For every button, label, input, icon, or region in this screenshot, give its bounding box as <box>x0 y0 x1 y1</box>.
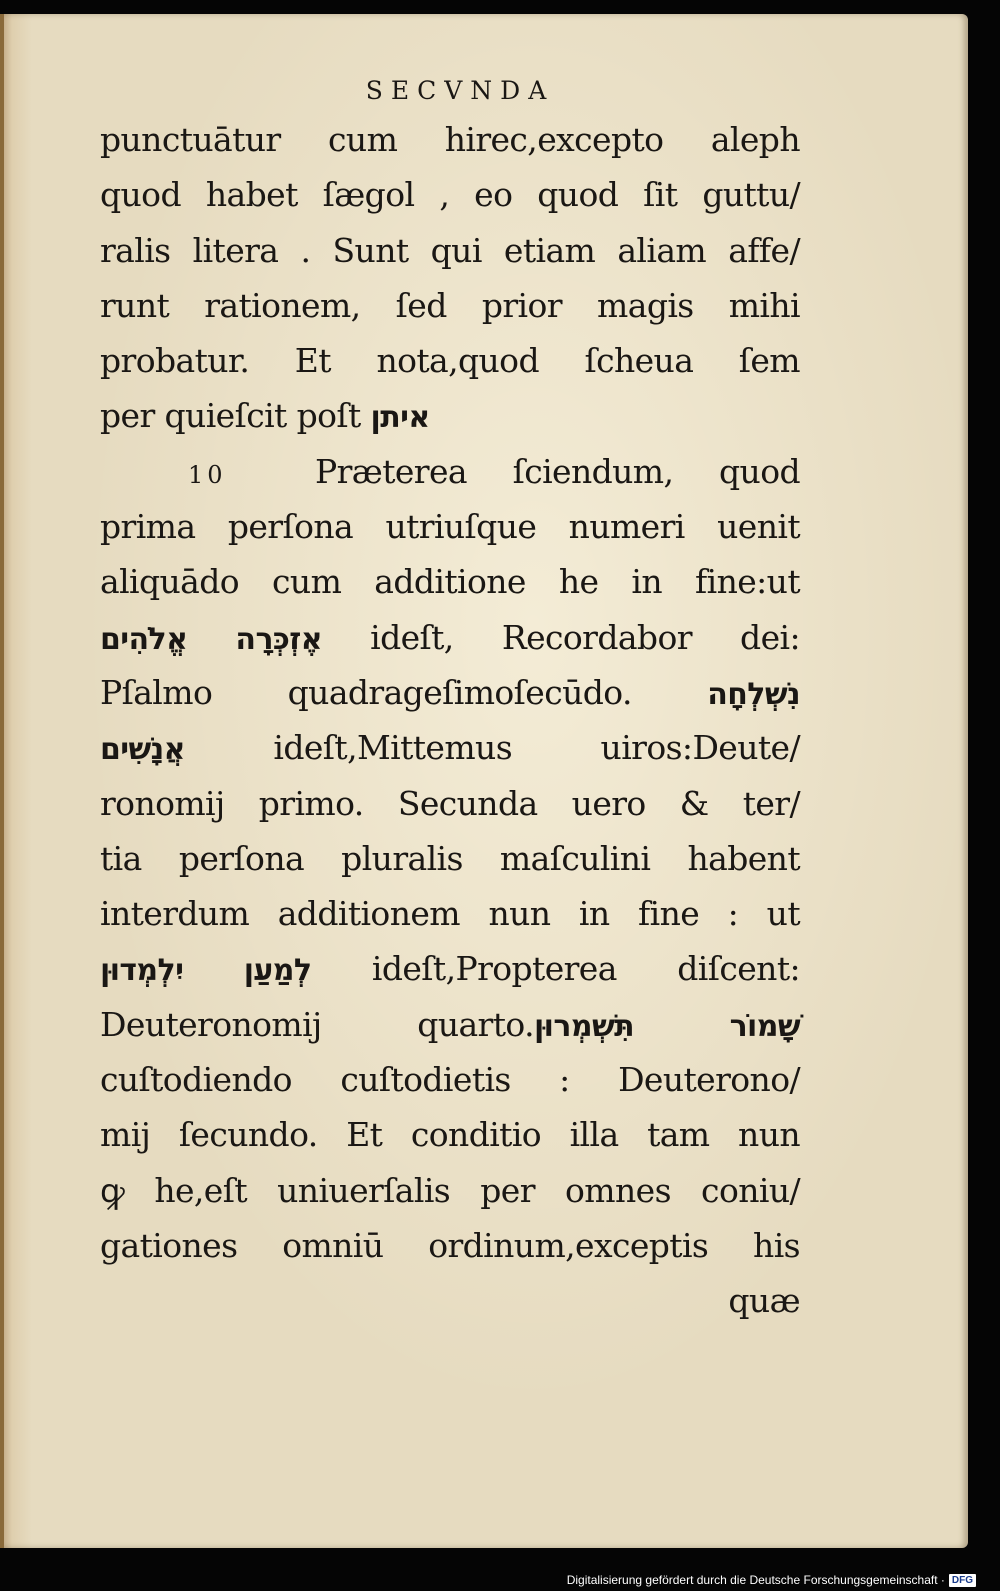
latin-text: cuſtodiendo cuſtodietis : Deuterono/ <box>100 1060 800 1100</box>
latin-text: ꝙ he,eſt uniuerſalis per omnes coniu/ <box>100 1170 800 1210</box>
text-line <box>100 997 800 1052</box>
text-line <box>100 1218 800 1273</box>
text-line <box>100 831 800 886</box>
latin-text: interdum additionem nun in fine : ut <box>100 894 800 934</box>
text-line <box>100 223 800 278</box>
text-line <box>100 941 800 996</box>
dfg-logo: DFG <box>949 1574 976 1587</box>
text-line <box>100 333 800 388</box>
latin-text: ronomij primo. Secunda uero & ter/ <box>100 783 800 823</box>
latin-text: prima perſona utriuſque numeri uenit <box>100 507 800 547</box>
latin-text: tia perſona pluralis maſculini habent <box>100 838 800 878</box>
hebrew-text: שָׁמוֹר תִּשְׁמְרוּן <box>533 1008 800 1044</box>
latin-text: ideſt,Propterea diſcent: <box>311 949 800 989</box>
text-line <box>100 278 800 333</box>
latin-text: runt rationem, ſed prior magis mihi <box>100 285 800 325</box>
text-line <box>100 1163 800 1218</box>
text-line <box>100 112 800 167</box>
latin-text: ideſt, Recordabor dei: <box>321 617 800 657</box>
latin-text: quæ <box>728 1281 800 1321</box>
latin-text: Præterea ſciendum, quod <box>315 451 800 491</box>
latin-text: mij ſecundo. Et conditio illa tam nun <box>100 1115 800 1155</box>
text-line <box>100 720 800 775</box>
text-line <box>100 886 800 941</box>
hebrew-text: נִשְׁלְחָה <box>707 676 800 712</box>
text-line <box>100 499 800 554</box>
section-number: 10 <box>188 460 227 489</box>
latin-text: Deuteronomij quarto. <box>100 1004 534 1044</box>
latin-text: gationes omniū ordinum,exceptis his <box>100 1225 800 1265</box>
hebrew-text: אֶזְכְּרָה אֱלֹהִים <box>100 621 322 657</box>
page-gutter-edge <box>0 14 4 1548</box>
footer-credit-text: Digitalisierung gefördert durch die Deutsche Forschungsgemeinschaft · <box>566 1573 945 1587</box>
latin-text: Pſalmo quadrageſimoſecūdo. <box>100 672 708 712</box>
text-line <box>100 167 800 222</box>
latin-text: punctuātur cum hirec,excepto aleph <box>100 120 800 159</box>
latin-text: ralis litera . Sunt qui etiam aliam affe/ <box>100 230 800 270</box>
text-line <box>100 1052 800 1107</box>
text-line <box>100 444 800 499</box>
latin-text: ideſt,Mittemus uiros:Deute/ <box>184 728 800 768</box>
text-line <box>100 1273 800 1328</box>
text-line <box>100 554 800 609</box>
text-line <box>100 610 800 665</box>
hebrew-text: לְמַעַן יִלְמְדוּן <box>100 953 312 989</box>
latin-text: per quieſcit poſt <box>100 396 371 436</box>
text-line <box>100 388 800 443</box>
text-line <box>100 776 800 831</box>
latin-text: aliquādo cum additione he in fine:ut <box>100 562 800 602</box>
text-line <box>100 665 800 720</box>
hebrew-text: אֲנָשִׁים <box>100 732 185 768</box>
hebrew-text: איתן <box>370 400 430 436</box>
latin-text: probatur. Et nota,quod ſcheua ſem <box>100 341 800 381</box>
latin-text: quod habet ſægol , eo quod ſit guttu/ <box>100 175 800 215</box>
page-text-block <box>100 74 800 1329</box>
running-head: SECVNDA <box>365 76 555 105</box>
footer-credit <box>567 1573 976 1587</box>
text-lines <box>100 112 800 1329</box>
text-line <box>100 1107 800 1162</box>
